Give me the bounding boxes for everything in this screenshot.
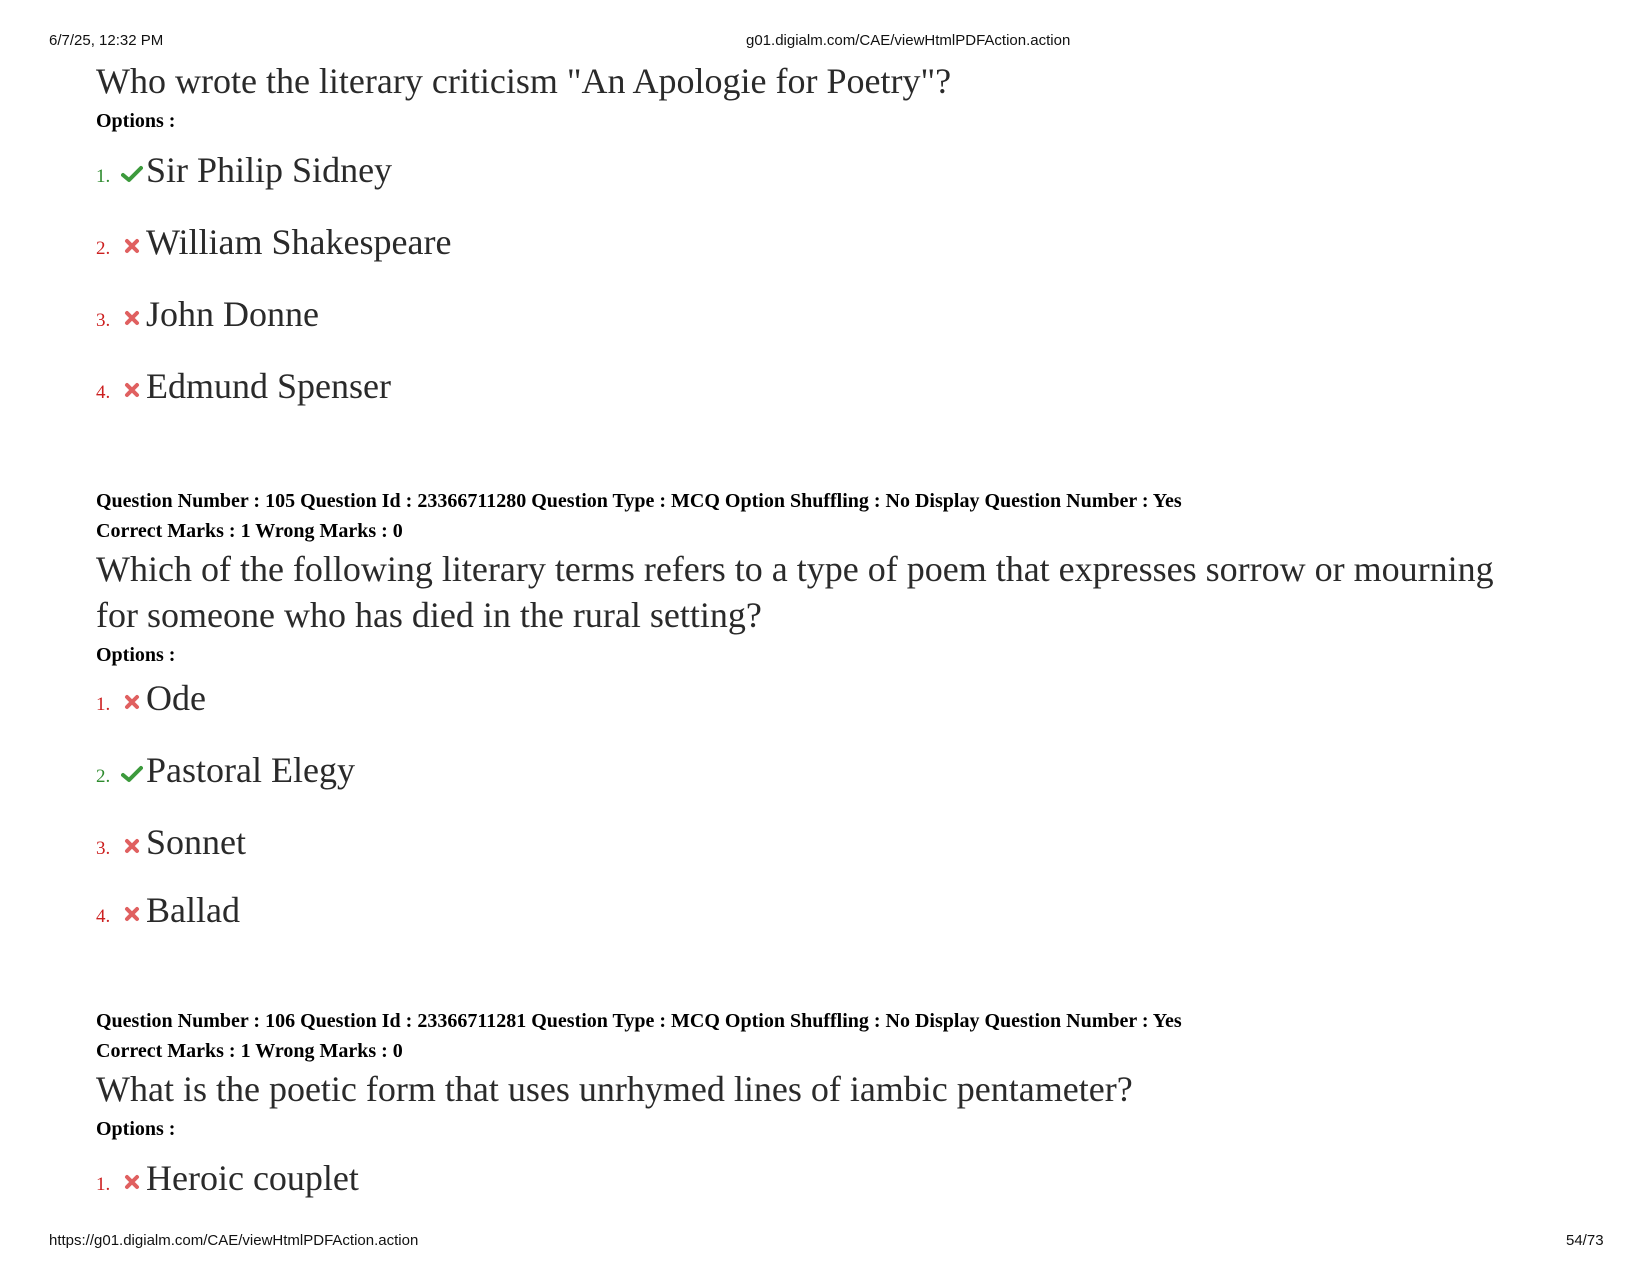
- cross-icon: [120, 378, 144, 408]
- question-106-marks: Correct Marks : 1 Wrong Marks : 0: [96, 1040, 403, 1062]
- option-row: [96, 1142, 1536, 1200]
- option-row: [96, 336, 1536, 408]
- option-text: Sonnet: [146, 822, 247, 862]
- option-row: [96, 192, 1536, 264]
- option-row: [96, 134, 1536, 192]
- options-label: Options :: [96, 1118, 176, 1140]
- option-number: 2.: [96, 766, 111, 787]
- option-number: 1.: [96, 166, 111, 187]
- cross-icon: [120, 834, 144, 864]
- print-header-url: g01.digialm.com/CAE/viewHtmlPDFAction.action: [746, 32, 1071, 49]
- cross-icon: [120, 902, 144, 932]
- cross-icon: [120, 690, 144, 720]
- question-104-text: Who wrote the literary criticism "An Apologie for Poetry"?: [96, 61, 952, 101]
- question-105-meta: Question Number : 105 Question Id : 23366711280 Question Type : MCQ Option Shuffling : No Display Question Number : Yes: [96, 490, 1182, 512]
- option-number: 4.: [96, 906, 111, 927]
- options-label: Options :: [96, 644, 176, 666]
- question-content: [96, 58, 1536, 1200]
- option-number: 3.: [96, 838, 111, 859]
- print-footer-url: https://g01.digialm.com/CAE/viewHtmlPDFAction.action: [49, 1232, 419, 1249]
- option-number: 3.: [96, 310, 111, 331]
- option-text: Sir Philip Sidney: [146, 150, 393, 190]
- option-row: [96, 864, 1536, 932]
- options-label: Options :: [96, 110, 176, 132]
- question-105-text: Which of the following literary terms refers to a type of poem that expresses sorrow or mourning for someone who has died in the rural setting?: [96, 549, 1494, 635]
- question-106-text: What is the poetic form that uses unrhymed lines of iambic pentameter?: [96, 1069, 1133, 1109]
- cross-icon: [120, 306, 144, 336]
- page-number: 54/73: [1566, 1232, 1604, 1249]
- option-number: 1.: [96, 1174, 111, 1195]
- print-datetime: 6/7/25, 12:32 PM: [49, 32, 164, 49]
- option-row: [96, 792, 1536, 864]
- option-text: Pastoral Elegy: [146, 750, 355, 790]
- option-text: Ballad: [146, 890, 240, 930]
- cross-icon: [120, 234, 144, 264]
- option-text: Heroic couplet: [146, 1158, 359, 1198]
- option-number: 2.: [96, 238, 111, 259]
- cross-icon: [120, 1170, 144, 1200]
- option-row: [96, 668, 1536, 720]
- question-105-marks: Correct Marks : 1 Wrong Marks : 0: [96, 520, 403, 542]
- option-text: William Shakespeare: [146, 222, 452, 262]
- option-row: [96, 264, 1536, 336]
- option-number: 4.: [96, 382, 111, 403]
- check-icon: [120, 162, 144, 192]
- option-text: Edmund Spenser: [146, 366, 391, 406]
- option-number: 1.: [96, 694, 111, 715]
- option-text: Ode: [146, 678, 206, 718]
- option-row: [96, 720, 1536, 792]
- check-icon: [120, 762, 144, 792]
- question-106-meta: Question Number : 106 Question Id : 23366711281 Question Type : MCQ Option Shuffling : No Display Question Number : Yes: [96, 1010, 1182, 1032]
- option-text: John Donne: [146, 294, 319, 334]
